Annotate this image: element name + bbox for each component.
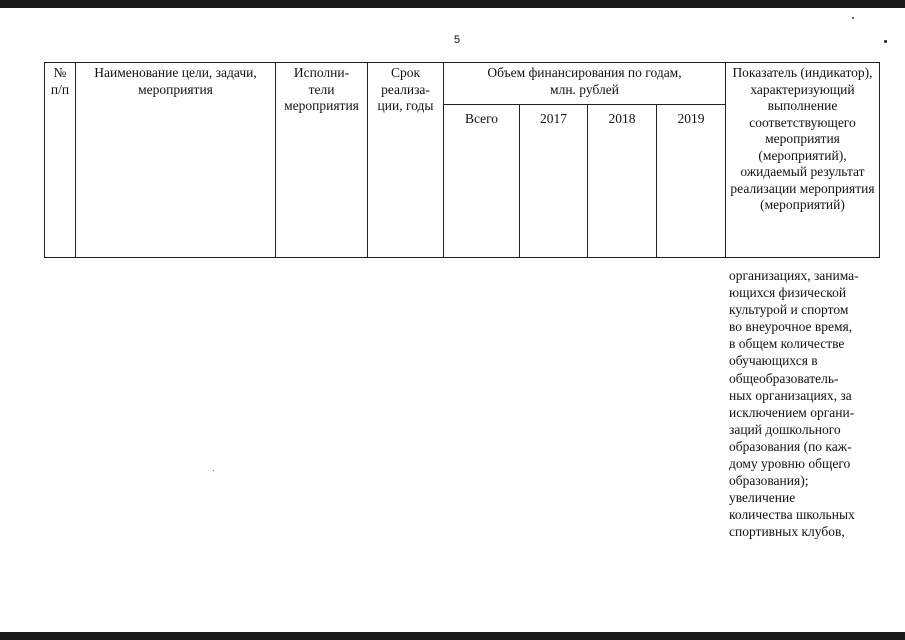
page-number: 5 (454, 34, 461, 46)
scan-speck (213, 470, 214, 471)
col-2017-header: 2017 (520, 105, 588, 258)
indicator-text: организациях, занима- ющихся физической культурой и спортом во внеурочное время, в общем количестве обучающихся в общеобразователь- ных организациях, за исключением органи- заций дошкольного образования (по каж- дому уровню общего образования); увеличение количества школьных спортивных клубов, (729, 268, 859, 540)
col-executors-header: Исполни- тели мероприятия (276, 63, 368, 258)
scan-speck (852, 17, 854, 19)
scan-border-top (0, 0, 905, 8)
col-num-header: № п/п (45, 63, 76, 258)
col-term-header: Срок реализа- ции, годы (368, 63, 444, 258)
col-indicator-header: Показатель (индикатор), характеризующий выполнение соответствующего мероприятия (мероприятий), ожидаемый результат реализации мероприятия (мероприятий) (726, 63, 880, 258)
scan-speck (884, 40, 887, 43)
col-2018-header: 2018 (588, 105, 657, 258)
scan-border-bottom (0, 632, 905, 640)
header-table (44, 62, 880, 258)
col-financing-header: Объем финансирования по годам, млн. рублей (444, 63, 726, 105)
col-total-header: Всего (444, 105, 520, 258)
col-goal-header: Наименование цели, задачи, мероприятия (76, 63, 276, 258)
col-2019-header: 2019 (657, 105, 726, 258)
